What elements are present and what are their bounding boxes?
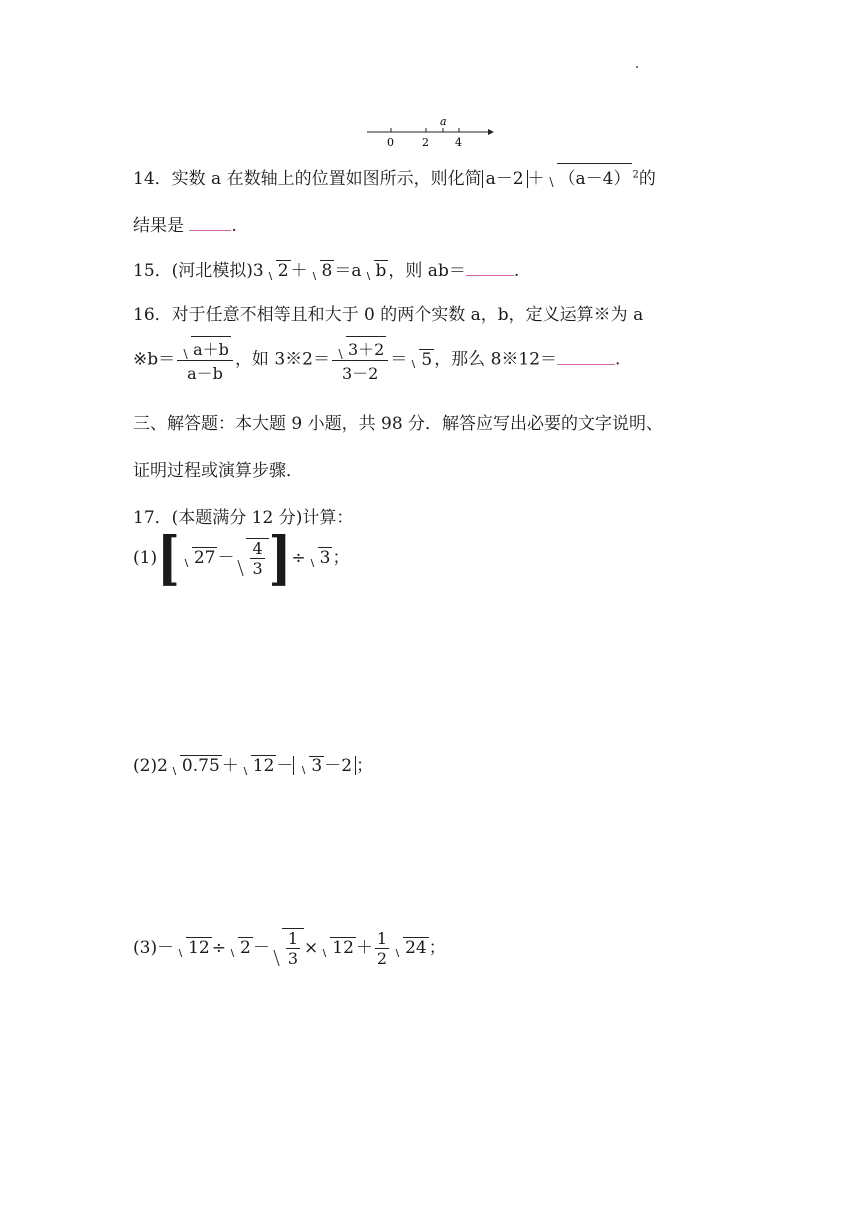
speck [636,66,638,68]
section3-line2: 证明过程或演算步骤． [133,461,303,481]
fraction: $\frac{a+b}{a-b}$ [177,336,233,384]
q16-line1: 16．对于任意不相等且和大于 0 的两个实数 a，b，定义运算※为 a [133,305,644,325]
number-line-figure [362,114,497,150]
section3-line1: 三、解答题：本大题 9 小题，共 98 分．解答应写出必要的文字说明、 [133,414,664,434]
fraction: $\frac{3+2}{3-2}$ [332,336,388,384]
tick-label-4: 4 [455,136,462,149]
q17-heading: 17．(本题满分 12 分)计算： [133,508,354,528]
q17-part2: (2)2 0.75 ＋ 12 － 3 －2 ； [133,756,374,776]
q17-part1: (1)[ 27 － $\frac{4}{3}$ ]÷ 3 ； [133,524,350,593]
q14-line1: 14．实数 a 在数轴上的位置如图所示，则化简 a－2 ＋ （a－4） $^2$的 [133,163,656,189]
tick-label-2: 2 [422,136,429,149]
q16-line2: ※b＝ $\frac{a+b}{a-b}$ ，如 3※2＝ $\frac{3+2}{3-2}$ ＝ 5 ，那么 8※12＝ . [133,336,620,384]
sqrt-expr: （a－4） [547,163,633,189]
tick-label-0: 0 [387,136,394,149]
answer-blank [466,273,514,276]
q17-part3: (3)－ 12 ÷ 2 － $\frac{1}{3}$ × 12 ＋ $\frac{1}{2}$ 24 ； [133,929,446,968]
point-a-label: a [440,115,447,128]
left-paren: [ [157,524,180,593]
abs-value: a－2 [482,170,528,188]
right-paren: ] [268,524,292,593]
q14-line2: 结果是 . [133,216,237,236]
answer-blank [557,362,615,365]
q15: 15．(河北模拟)3 2 ＋ 8 ＝a b ，则 ab＝ . [133,261,520,281]
answer-blank [189,228,231,231]
